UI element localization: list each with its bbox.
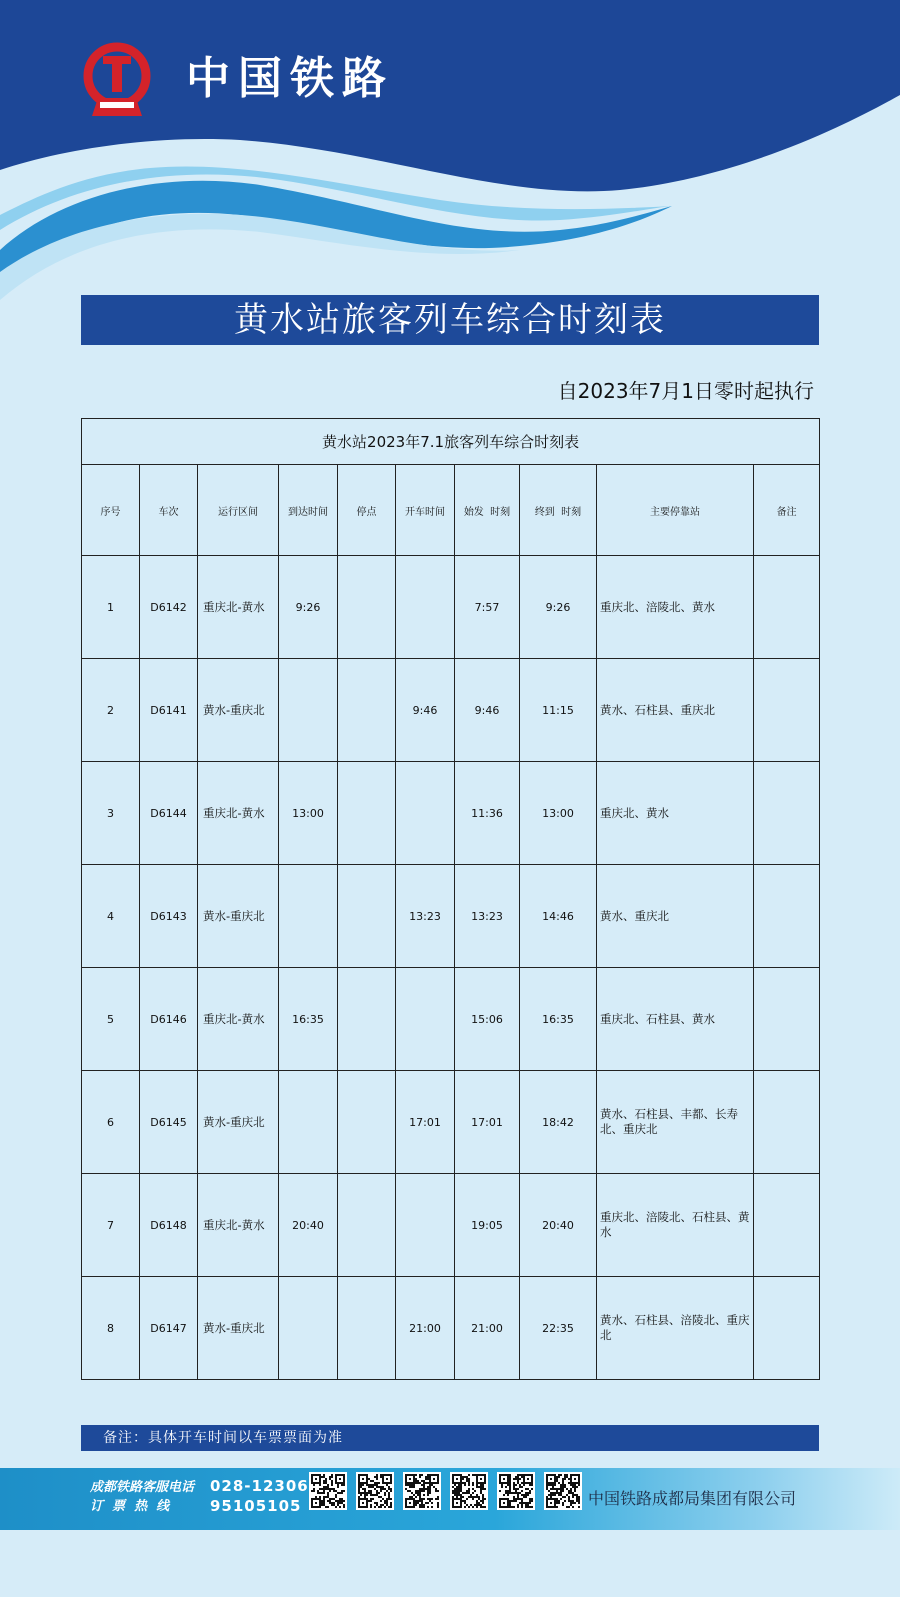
departure-time (396, 762, 455, 865)
row-number: 3 (82, 762, 140, 865)
table-row (82, 556, 820, 659)
column-header: 停点 (338, 465, 396, 556)
column-header: 到达时间 (279, 465, 338, 556)
arrival-time (279, 659, 338, 762)
train-number: D6147 (140, 1277, 198, 1380)
main-stations: 重庆北、黄水 (597, 762, 754, 865)
qr-code-icon (494, 1472, 538, 1510)
origin-time: 17:01 (455, 1071, 520, 1174)
arrival-time (279, 865, 338, 968)
origin-time: 21:00 (455, 1277, 520, 1380)
row-number: 2 (82, 659, 140, 762)
departure-time (396, 968, 455, 1071)
table-row (82, 1277, 820, 1380)
main-stations: 黄水、石柱县、丰都、长寿北、重庆北 (597, 1071, 754, 1174)
stop-duration (338, 1071, 396, 1174)
row-number: 4 (82, 865, 140, 968)
origin-time: 19:05 (455, 1174, 520, 1277)
hotline-number: 028-12306 (210, 1477, 309, 1495)
table-row (82, 1071, 820, 1174)
train-number: D6142 (140, 556, 198, 659)
origin-time: 13:23 (455, 865, 520, 968)
stop-duration (338, 556, 396, 659)
table-title: 黄水站2023年7.1旅客列车综合时刻表 (82, 419, 820, 465)
train-number: D6144 (140, 762, 198, 865)
arrival-time: 16:35 (279, 968, 338, 1071)
main-stations: 黄水、石柱县、涪陵北、重庆北 (597, 1277, 754, 1380)
table-row (82, 762, 820, 865)
hotline-labels (90, 1478, 194, 1516)
qr-code-icon (541, 1472, 585, 1510)
destination-time: 16:35 (520, 968, 597, 1071)
destination-time: 22:35 (520, 1277, 597, 1380)
destination-time: 9:26 (520, 556, 597, 659)
train-number: D6143 (140, 865, 198, 968)
company-name: 中国铁路成都局集团有限公司 (588, 1489, 797, 1508)
stop-duration (338, 968, 396, 1071)
row-number: 6 (82, 1071, 140, 1174)
destination-time: 14:46 (520, 865, 597, 968)
departure-time (396, 556, 455, 659)
main-stations: 黄水、重庆北 (597, 865, 754, 968)
note-bar: 备注：具体开车时间以车票票面为准 (81, 1425, 819, 1451)
remark (754, 865, 820, 968)
origin-time: 15:06 (455, 968, 520, 1071)
arrival-time: 9:26 (279, 556, 338, 659)
remark (754, 556, 820, 659)
departure-time: 17:01 (396, 1071, 455, 1174)
column-header: 车次 (140, 465, 198, 556)
column-header: 序号 (82, 465, 140, 556)
route: 重庆北-黄水 (198, 556, 279, 659)
origin-time: 9:46 (455, 659, 520, 762)
hotline-label: 订 票 热 线 (90, 1499, 170, 1514)
column-header: 开车时间 (396, 465, 455, 556)
row-number: 1 (82, 556, 140, 659)
main-stations: 重庆北、石柱县、黄水 (597, 968, 754, 1071)
route: 重庆北-黄水 (198, 1174, 279, 1277)
route: 重庆北-黄水 (198, 968, 279, 1071)
stop-duration (338, 659, 396, 762)
destination-time: 13:00 (520, 762, 597, 865)
main-stations: 重庆北、涪陵北、黄水 (597, 556, 754, 659)
qr-code-icon (306, 1472, 350, 1510)
route: 黄水-重庆北 (198, 865, 279, 968)
departure-time: 21:00 (396, 1277, 455, 1380)
column-header: 终到 时刻 (520, 465, 597, 556)
remark (754, 968, 820, 1071)
qr-code-icon (447, 1472, 491, 1510)
origin-time: 11:36 (455, 762, 520, 865)
train-number: D6145 (140, 1071, 198, 1174)
train-number: D6146 (140, 968, 198, 1071)
china-railway-logo-icon (78, 38, 156, 120)
remark (754, 659, 820, 762)
route: 黄水-重庆北 (198, 659, 279, 762)
effective-date: 自2023年7月1日零时起执行 (557, 379, 814, 403)
table-row (82, 968, 820, 1071)
qr-code-icon (353, 1472, 397, 1510)
row-number: 8 (82, 1277, 140, 1380)
arrival-time: 13:00 (279, 762, 338, 865)
arrival-time (279, 1071, 338, 1174)
stop-duration (338, 865, 396, 968)
departure-time (396, 1174, 455, 1277)
hotline-label: 成都铁路客服电话 (90, 1480, 195, 1495)
column-header: 始发 时刻 (455, 465, 520, 556)
departure-time: 9:46 (396, 659, 455, 762)
table-row (82, 1174, 820, 1277)
table-row (82, 865, 820, 968)
qr-code-icon (400, 1472, 444, 1510)
remark (754, 1277, 820, 1380)
arrival-time: 20:40 (279, 1174, 338, 1277)
origin-time: 7:57 (455, 556, 520, 659)
remark (754, 1071, 820, 1174)
destination-time: 18:42 (520, 1071, 597, 1174)
stop-duration (338, 1174, 396, 1277)
page-title: 黄水站旅客列车综合时刻表 (81, 295, 819, 345)
table-row (82, 659, 820, 762)
column-header: 运行区间 (198, 465, 279, 556)
main-stations: 重庆北、涪陵北、石柱县、黄水 (597, 1174, 754, 1277)
hotline-number: 95105105 (210, 1497, 302, 1515)
row-number: 7 (82, 1174, 140, 1277)
stop-duration (338, 762, 396, 865)
footer (0, 1468, 900, 1530)
train-number: D6148 (140, 1174, 198, 1277)
train-number: D6141 (140, 659, 198, 762)
stop-duration (338, 1277, 396, 1380)
destination-time: 11:15 (520, 659, 597, 762)
route: 黄水-重庆北 (198, 1277, 279, 1380)
remark (754, 1174, 820, 1277)
timetable (81, 418, 820, 1380)
row-number: 5 (82, 968, 140, 1071)
column-header: 主要停靠站 (597, 465, 754, 556)
departure-time: 13:23 (396, 865, 455, 968)
brand-name: 中国铁路 (186, 53, 394, 104)
remark (754, 762, 820, 865)
hotline-numbers (210, 1476, 309, 1516)
route: 黄水-重庆北 (198, 1071, 279, 1174)
destination-time: 20:40 (520, 1174, 597, 1277)
main-stations: 黄水、石柱县、重庆北 (597, 659, 754, 762)
route: 重庆北-黄水 (198, 762, 279, 865)
table-header-row (82, 465, 820, 556)
column-header: 备注 (754, 465, 820, 556)
arrival-time (279, 1277, 338, 1380)
